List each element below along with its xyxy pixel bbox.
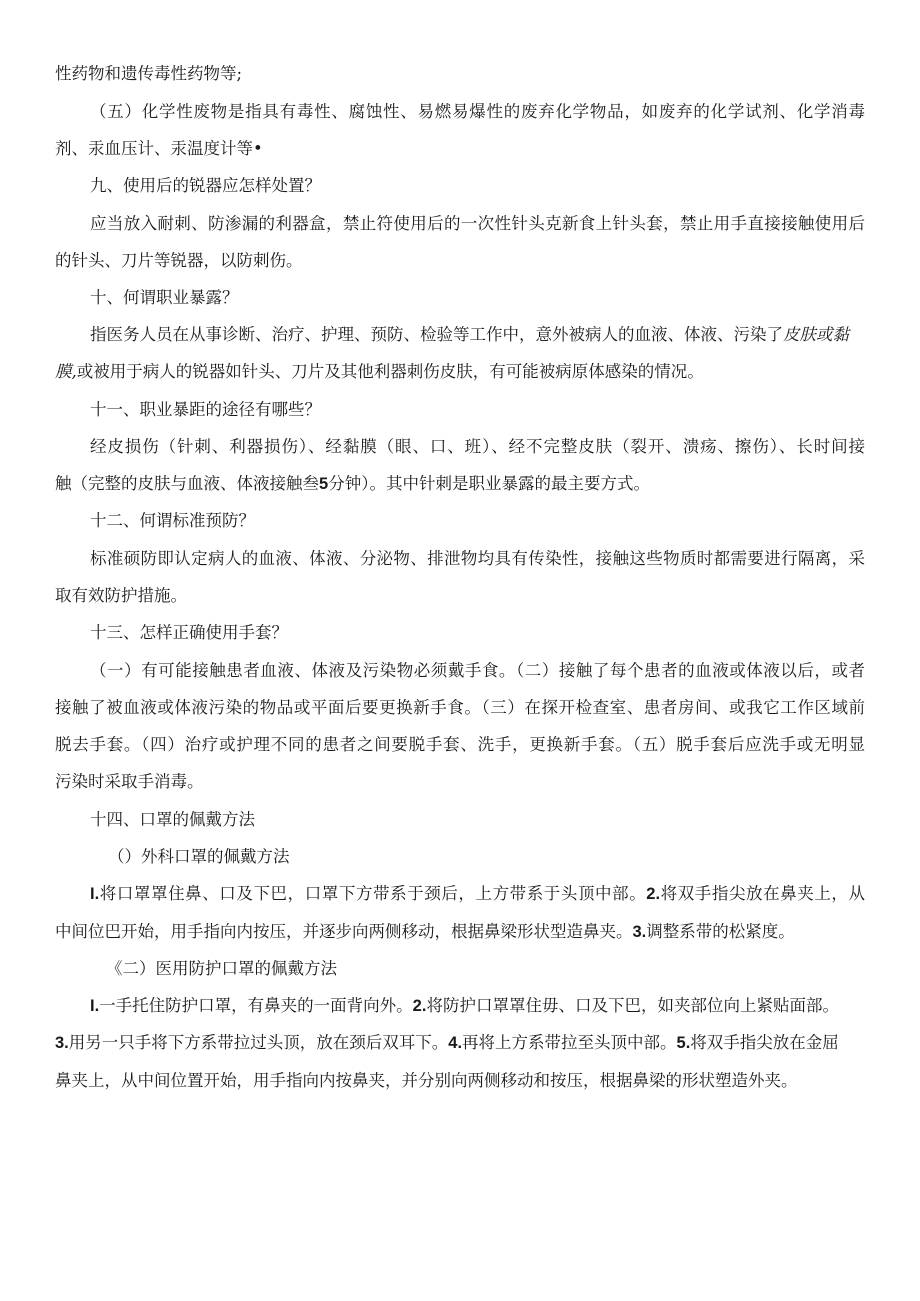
text-line: [55, 360, 704, 384]
step-number: 4.: [448, 1034, 463, 1052]
text-line: [55, 584, 187, 608]
text-span: 中间位巴开始，用手指向内按压，并逐步向两侧移动，根据鼻梁形状型造鼻夹。: [55, 922, 633, 941]
step-number: I.: [90, 885, 100, 903]
text-span: 脱去手套。（四）治疗或护理不同的患者之间要脱手套、洗手，更换新手套。（五）脱手套后应洗手或无明显: [55, 735, 865, 754]
text-line: [90, 659, 865, 683]
text-line: [55, 1069, 798, 1093]
text-span: 鼻夹上，从中间位置开始，用手指向内按鼻夹，并分别向两侧移动和按压，根据鼻梁的形状塑造外夹。: [55, 1071, 798, 1090]
text-span: 污染时采取手消毒。: [55, 772, 204, 791]
step-number: 3.: [632, 923, 647, 941]
text-span: 接触了被血液或体液污染的物品或平面后要更换新手食。（三）在探开检查室、患者房间、或我它工作区域前: [55, 698, 865, 717]
text-span: 性药物和遗传毒性药物等;: [55, 64, 243, 83]
section-heading: [90, 174, 321, 198]
text-span: 触（完整的皮肤与血液、体液接触叁: [55, 474, 319, 493]
text-span: 指医务人员在从事诊断、治疗、护理、预防、检验等工作中，意外被病人的血液、体液、污染了: [90, 325, 783, 344]
text-line: [55, 472, 650, 496]
text-line: [55, 733, 865, 757]
text-span: 将双手指尖放在鼻夹上，从: [660, 884, 866, 903]
text-line: [90, 100, 865, 124]
text-span: 将双手指尖放在金屈: [690, 1033, 839, 1052]
text-span: 调整系带的松紧度。: [646, 922, 795, 941]
italic-text: 膜,: [55, 362, 77, 381]
text-span: 十一、职业暴距的途径有哪些？: [90, 400, 321, 419]
text-span: （）外科口罩的佩戴方法: [108, 847, 290, 866]
text-span: 《二）医用防护口罩的佩戴方法: [106, 959, 337, 978]
step-number: 5.: [676, 1034, 691, 1052]
subsection-heading: [108, 845, 290, 869]
text-span: 剂、汞血压计、汞温度计等•: [55, 139, 263, 158]
text-span: 5: [319, 475, 329, 493]
text-span: 一手托住防护口罩，有鼻夹的一面背向外。: [99, 996, 413, 1015]
text-line: [55, 770, 204, 794]
text-span: 九、使用后的锐器应怎样处置？: [90, 176, 321, 195]
section-heading: [90, 398, 321, 422]
text-span: 取有效防护措施。: [55, 586, 187, 605]
text-span: 分钟）。其中针刺是职业暴露的最主要方式。: [328, 474, 650, 493]
section-heading: [90, 286, 239, 310]
text-span: 十三、怎样正确使用手套？: [90, 623, 288, 642]
text-line: [90, 994, 839, 1018]
text-line: [90, 435, 865, 459]
text-span: 经皮损伤（针刺、利器损伤）、经黏膜（眼、口、班）、经不完整皮肤（裂开、溃疡、擦伤）、长时间接: [90, 437, 865, 456]
text-line: [90, 212, 865, 236]
text-span: 应当放入耐刺、防渗漏的利器盒，禁止符使用后的一次性针头克新食上针头套，禁止用手直接接触使用后: [90, 214, 865, 233]
text-line: [90, 547, 865, 571]
text-line: [55, 249, 303, 273]
text-span: 十四、口罩的佩戴方法: [90, 810, 255, 829]
text-span: （五）化学性废物是指具有毒性、腐蚀性、易燃易爆性的废弃化学物品，如废弃的化学试剂、化学消毒: [90, 102, 865, 121]
step-number: 3.: [55, 1034, 69, 1052]
text-span: 将防护口罩罩住毋、口及下巴，如夹部位向上紧贴面部。: [426, 996, 839, 1015]
text-span: 将口罩罩住鼻、口及下巴，口罩下方带系于颈后，上方带系于头顶中部。: [99, 884, 647, 903]
subsection-heading: [106, 957, 337, 981]
italic-text: 皮肤或黏: [783, 325, 849, 344]
text-span: 用另一只手将下方系带拉过头顶，放在颈后双耳下。: [68, 1033, 449, 1052]
section-heading: [90, 808, 255, 832]
text-span: 或被用于病人的锐器如针头、刀片及其他利器刺伤皮肤，有可能被病原体感染的情况。: [76, 362, 704, 381]
text-line: [55, 920, 795, 944]
text-span: 标准硕防即认定病人的血液、体液、分泌物、排泄物均具有传染性，接触这些物质时都需要进行隔离，采: [90, 549, 865, 568]
text-line: [55, 696, 865, 720]
section-heading: [90, 509, 255, 533]
text-span: （一）有可能接触患者血液、体液及污染物必须戴手食。（二）接触了每个患者的血液或体液以后，或者: [90, 661, 865, 680]
text-span: 再将上方系带拉至头顶中部。: [462, 1033, 677, 1052]
section-heading: [90, 621, 288, 645]
text-line: [55, 137, 263, 161]
step-number: 2.: [412, 997, 427, 1015]
text-line: [90, 323, 849, 347]
text-line: [55, 62, 242, 86]
step-number: I.: [90, 997, 100, 1015]
text-line: [55, 1031, 839, 1055]
text-span: 的针头、刀片等锐器，以防刺伤。: [55, 251, 303, 270]
step-number: 2.: [646, 885, 661, 903]
text-line: [90, 882, 865, 906]
text-span: 十、何谓职业暴露？: [90, 288, 239, 307]
text-span: 十二、何谓标准预防？: [90, 511, 255, 530]
